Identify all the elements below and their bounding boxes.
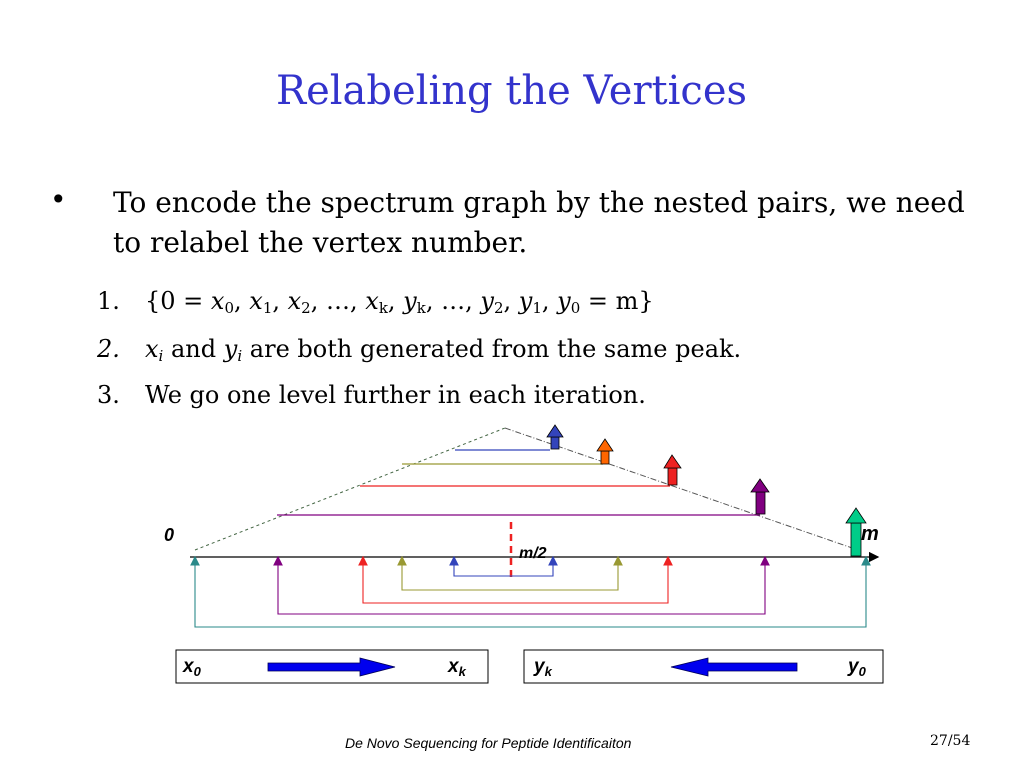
bullet-marker: •: [50, 183, 67, 216]
bracket-purple: [274, 557, 769, 614]
item-number-2: 2.: [97, 335, 120, 363]
box-left: [176, 650, 488, 683]
svg-text:x0: $x_0$: [183, 656, 201, 679]
bullet-text: To encode the spectrum graph by the nested pairs, we need to relabel the vertex number.: [113, 186, 965, 259]
item-number-3: 3.: [97, 381, 120, 409]
peak-arrow-red: [664, 455, 681, 485]
footer-text: De Novo Sequencing for Peptide Identificaiton: [345, 735, 632, 751]
svg-text:yk: $y_k$: [534, 656, 552, 679]
svg-text:y0: $y_0$: [848, 656, 866, 679]
box-right: [524, 650, 883, 683]
peak-arrow-blue: [547, 425, 563, 449]
item-set-notation: {$0 = x_0$, $x_1$, $x_2$, …, $x_k$, $y_k$, …, $y_2$, $y_1$, $y_0 = m$}: [145, 287, 654, 317]
page-number: 27/54: [930, 733, 971, 749]
item-level-further: We go one level further in each iteration.: [145, 381, 646, 409]
label-half: m/2: [519, 545, 547, 562]
label-m: m: [861, 523, 879, 545]
bracket-teal: [191, 557, 870, 627]
item-number-1: 1.: [97, 287, 120, 315]
item-same-peak: $x_i$ and $y_i$ are both generated from the same peak.: [145, 335, 742, 365]
slide-title: Relabeling the Vertices: [275, 68, 748, 114]
svg-text:xk: $x_k$: [448, 656, 466, 679]
triangle-left-edge: [195, 428, 505, 550]
peak-arrow-purple: [751, 479, 769, 514]
label-zero: 0: [164, 525, 175, 545]
